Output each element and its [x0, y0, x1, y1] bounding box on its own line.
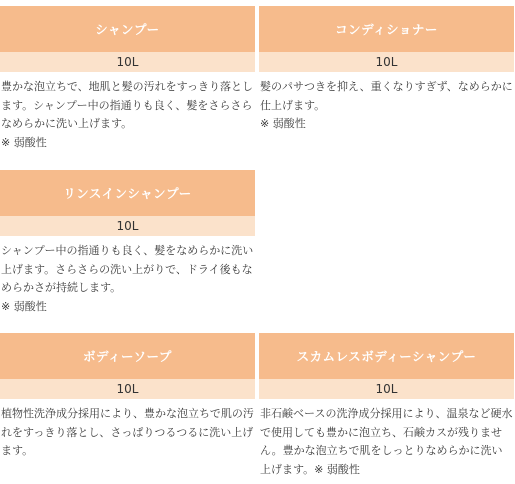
acidity-note: ※ 弱酸性 — [1, 135, 47, 149]
product-description: 植物性洗浄成分採用により、豊かな泡立ちで肌の汚れをすっきり落とし、さっぱりつるつるに洗い上げます。 — [1, 407, 254, 457]
product-name: コンディショナー — [259, 6, 514, 52]
product-card-body-soap — [0, 333, 255, 461]
product-name: シャンプー — [0, 6, 255, 52]
acidity-note: ※ 弱酸性 — [260, 117, 306, 130]
product-name: リンスインシャンプー — [0, 170, 255, 216]
product-size: 10L — [0, 216, 255, 236]
product-description: 豊かな泡立ちで、地肌と髪の汚れをすっきり落とします。シャンプー中の指通りも良く、髪をさらさらなめらかに洗い上げます。 — [1, 80, 254, 130]
product-description: シャンプー中の指通りも良く、髪をなめらかに洗い上げます。さらさらの洗い上がりで、ドライ後もなめらかさが持続します。 — [1, 244, 254, 294]
product-size: 10L — [0, 379, 255, 399]
acidity-note: ※ 弱酸性 — [1, 299, 47, 313]
product-card-scumless-body-shampoo — [259, 333, 514, 479]
acidity-note: ※ 弱酸性 — [314, 462, 360, 476]
product-card-rinse-in-shampoo — [0, 170, 255, 316]
product-size: 10L — [259, 379, 514, 399]
product-name: ボディーソープ — [0, 333, 255, 379]
product-size: 10L — [259, 52, 514, 72]
product-size: 10L — [0, 52, 255, 72]
description-text: 非石鹸ベースの洗浄成分採用により、温泉など硬水で使用しても豊かに泡立ち、石鹸カスが残りません。豊かな泡立ちで肌をしっとりなめらかに洗い上げます。 — [260, 407, 513, 476]
product-description — [259, 399, 514, 479]
product-card-conditioner — [259, 6, 514, 134]
product-description: 髪のパサつきを抑え、重くなりすぎず、なめらかに仕上げます。 — [260, 80, 513, 112]
product-name: スカムレスボディーシャンプー — [259, 333, 514, 379]
product-card-shampoo — [0, 6, 255, 152]
